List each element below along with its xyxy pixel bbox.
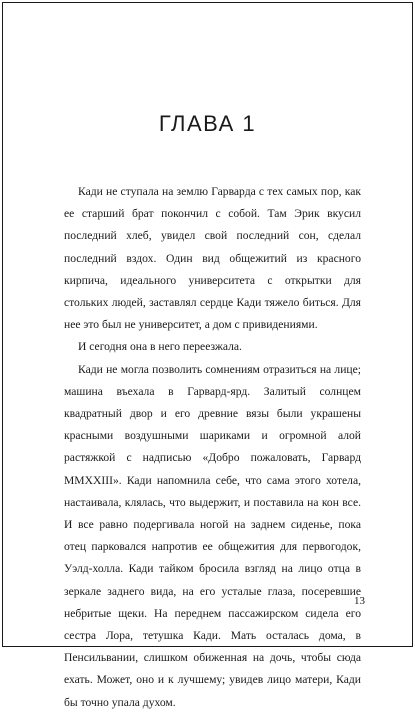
- page-number: 13: [354, 595, 365, 607]
- chapter-body: [64, 181, 361, 714]
- book-page: [2, 2, 413, 709]
- paragraph: Кади не могла позволить сомнениям отразиться на лице; машина въехала в Гарвард-ярд. Залитый солнцем квадратный двор и его древние вязы были украшены красными воздушными шариками и огромной алой растяжкой с надписью «Добро пожаловать, Гарвард MMXXIII». Кади напомнила себе, что сама этого хотела, настаивала, клялась, что выдержит, и поставила на кон все. И все равно подергивала ногой на заднем сиденье, пока отец парковался напротив ее общежития для первогодок, Уэлд-холла. Кади тайком бросила взгляд на лицо отца в зеркале заднего вида, на его усталые глаза, посеревшие небритые щеки. На переднем пассажирском сидела его сестра Лора, тетушка Кади. Мать осталась дома, в Пенсильвании, слишком обиженная на дочь, чтобы сюда ехать. Может, оно и к лучшему; увидев лицо матери, Кади бы точно упала духом.: [64, 362, 361, 709]
- chapter-title: ГЛАВА 1: [158, 111, 257, 136]
- paragraph: И сегодня она в него переезжала.: [78, 340, 242, 354]
- paragraph: Кади не ступала на землю Гарварда с тех самых пор, как ее старший брат покончил с собой. Там Эрик вкусил последний хлеб, увидел свой последний сон, сделал последний вздох. Один вид общежитий из красного кирпича, идеального университета с открытки для стольких людей, заставлял сердце Кади тяжело биться. Для нее это был не университет, а дом с привидениями.: [64, 185, 361, 332]
